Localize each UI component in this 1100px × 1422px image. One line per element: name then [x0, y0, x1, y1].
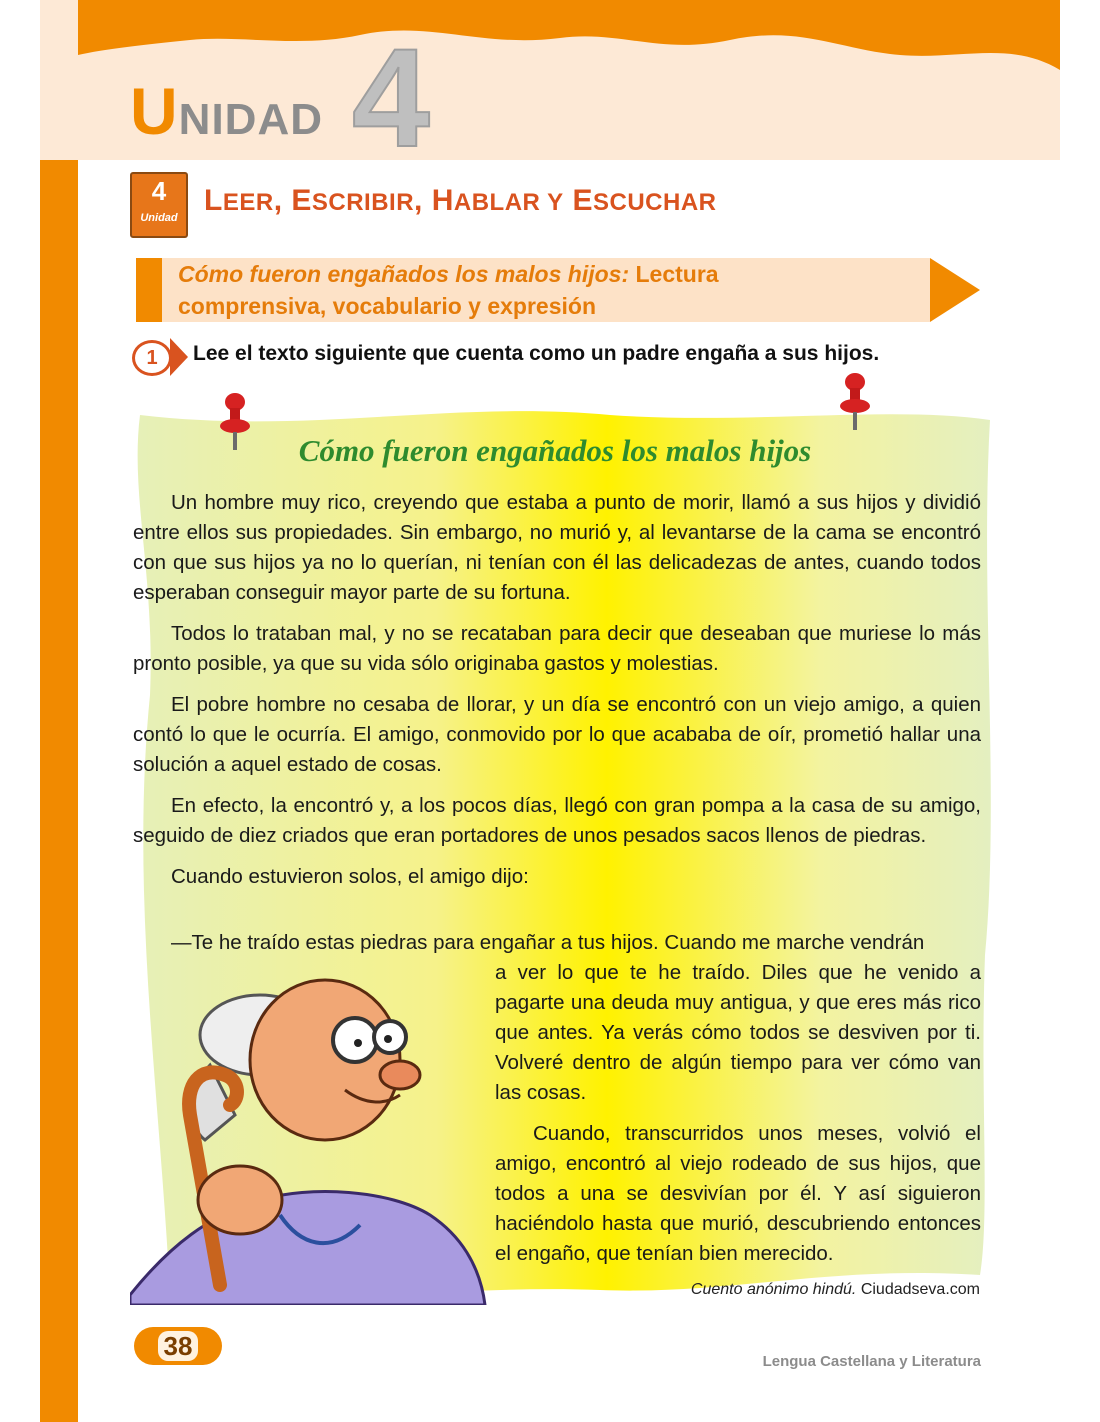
step-number-badge: 1	[132, 340, 172, 376]
unit-number: 4	[352, 19, 430, 176]
dialogue-first-line: —Te he traído estas piedras para engañar a tus hijos. Cuando me marche vendrán	[171, 931, 925, 954]
step-arrow-icon	[170, 338, 188, 376]
story-narrow-column	[495, 958, 981, 1280]
story-ending: Cuando, transcurridos unos meses, volvió el amigo, encontró al viejo rodeado de sus hijos, que todos a una se desvivían por él. Y así siguieron haciéndolo hasta que murió, descubriendo entonces el engaño, que tenían bien merecido.	[495, 1122, 981, 1265]
story-title: Cómo fueron engañados los malos hijos	[298, 433, 812, 468]
unit-title: UNIDAD	[130, 74, 323, 148]
story-body	[133, 488, 981, 903]
activity-arrow-icon	[930, 258, 980, 322]
instruction-text: Lee el texto siguiente que cuenta como un padre engaña a sus hijos.	[193, 342, 880, 365]
old-man-illustration	[130, 965, 490, 1305]
section-title: LEER, ESCRIBIR, HABLAR Y ESCUCHAR	[204, 184, 717, 217]
story-paragraph: Todos lo trataban mal, y no se recataban para decir que deseaban que muriese lo más pronto posible, ya que su vida sólo originaba gastos y molestias.	[133, 622, 981, 675]
story-source: Cuento anónimo hindú. Ciudadseva.com	[690, 1281, 980, 1298]
left-margin-band	[40, 0, 78, 1422]
footer-subject: Lengua Castellana y Literatura	[762, 1353, 981, 1370]
story-paragraph: El pobre hombre no cesaba de llorar, y un día se encontró con un viejo amigo, a quien contó lo que le ocurría. El amigo, conmovido por lo que acababa de oír, prometió hallar una solución a aquel estado de cosas.	[133, 693, 981, 776]
story-paragraph: Un hombre muy rico, creyendo que estaba a punto de morir, llamó a sus hijos y dividió entre ellos sus propiedades. Sin embargo, no murió y, al levantarse de la cama se encontró con que sus hijos ya no lo querían, ni tenían con él las delicadezas de antes, cuando todos esperaban conseguir mayor parte de su fortuna.	[133, 491, 981, 604]
page-number: 38	[134, 1327, 222, 1365]
story-paragraph: En efecto, la encontró y, a los pocos días, llegó con gran pompa a la casa de su amigo, seguido de diez criados que eran portadores de unos pesados sacos llenos de piedras.	[133, 794, 981, 847]
dialogue-continuation: a ver lo que te he traído. Diles que he venido a pagarte una deuda muy antigua, y que eres más rico que antes. Ya verás cómo todos se desviven por ti. Volveré dentro de algún tiempo para ver cómo van las cosas.	[495, 961, 981, 1104]
activity-title: Cómo fueron engañados los malos hijos: Lectura comprensiva, vocabulario y expresión	[178, 261, 719, 319]
unit-badge-icon: 4 Unidad	[130, 172, 188, 238]
story-paragraph: Cuando estuvieron solos, el amigo dijo:	[171, 865, 529, 888]
pushpin-icon	[838, 372, 872, 432]
